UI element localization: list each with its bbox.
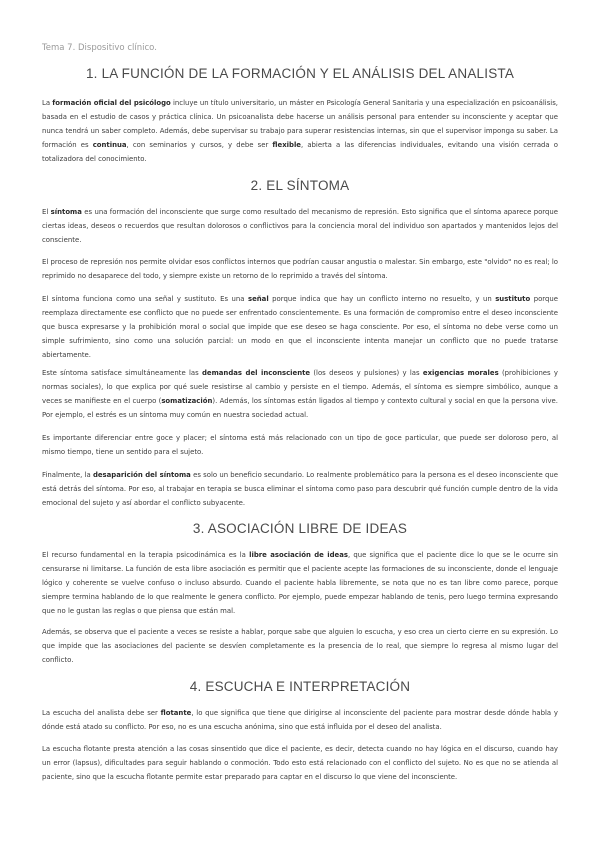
- section-3-paragraph-1: [42, 549, 558, 619]
- section-4-title: 4. ESCUCHA E INTERPRETACIÓN: [189, 679, 411, 694]
- bold-term: síntoma: [50, 208, 82, 216]
- section-2-paragraph-4: [42, 367, 558, 423]
- bold-term: continua: [92, 140, 127, 149]
- bold-term: flotante: [160, 709, 192, 717]
- section-2-paragraph-2: [42, 256, 558, 284]
- text-run: El recurso fundamental en la terapia psicodinámica es la: [42, 551, 250, 559]
- section-4-paragraph-1: [42, 707, 558, 735]
- bold-term: flexible: [272, 140, 301, 149]
- page-header: Tema 7. Dispositivo clínico.: [42, 43, 157, 53]
- text-run: (los deseos y pulsiones) y las: [310, 369, 423, 377]
- text-run: La: [42, 99, 53, 107]
- section-2-paragraph-1: [42, 206, 558, 248]
- bold-term: demandas del inconsciente: [202, 369, 311, 377]
- section-1-title: 1. LA FUNCIÓN DE LA FORMACIÓN Y EL ANÁLISIS DEL ANALISTA: [85, 66, 515, 81]
- text-run: (prohibiciones y normas sociales), lo que explica por qué suele resistirse al cambio y persiste en el tiempo. Además, el síntoma es siempre simbólico, aunque a veces se manifieste en el cuerpo (: [42, 369, 559, 405]
- bold-term: sustituto: [495, 295, 531, 303]
- text-run: incluye un título universitario, un máster en Psicología General Sanitaria y una especialización en psicoanálisis, basada en el estudio de casos y práctica clínica. Un psicoanalista debe hacerse un análisis personal para entender su inconsciente y aceptar que nunca tendrá un saber completo. Además, debe supervisar su trabajo para superar resistencias internas, sin que el supervisor imponga su saber. La formación es: [42, 99, 558, 149]
- text-run: es una formación del inconsciente que surge como resultado del mecanismo de represión. Esto significa que el síntoma aparece porque ciertas ideas, deseos o recuerdos que resultan dolorosos o conflictivos para la conciencia moral del individuo son apartados y mantenidos lejos del consciente.: [42, 208, 558, 244]
- text-run: , abierta a las diferencias individuales, evitando una visión cerrada o totalizadora del conocimiento.: [42, 140, 558, 163]
- text-run: , con seminarios y cursos, y debe ser: [126, 140, 273, 149]
- text-run: La escucha del analista debe ser: [42, 709, 161, 717]
- section-4-paragraph-2: [42, 743, 558, 785]
- bold-term: somatización: [161, 396, 213, 405]
- bold-term: señal: [247, 295, 269, 303]
- section-3-paragraph-2: [42, 626, 558, 668]
- text-run: , lo que significa que tiene que dirigirse al inconsciente del paciente para mostrar desde dónde habla y dónde está atado su conflicto. Por eso, no es una escucha anónima, sino que está influida por el deseo del analista.: [42, 709, 558, 731]
- text-run: El síntoma funciona como una señal y sustituto. Es una: [42, 295, 248, 303]
- text-run: es solo un beneficio secundario. Lo realmente problemático para la persona es el deseo inconsciente que está detrás del síntoma. Por eso, al trabajar en terapia se busca eliminar el síntoma como paso para descubrir qué función cumple dentro de la vida emocional del sujeto y así abordar el conflicto subyacente.: [42, 471, 559, 507]
- text-run: La escucha flotante presta atención a las cosas sinsentido que dice el paciente, es decir, detecta cuando no hay lógica en el discurso, cuando hay un error (lapsus), dificultades para seguir hablando o conmoción. Todo esto está relacionado con el conflicto del sujeto. No es que no se atienda al paciente, sino que la escucha flotante permite estar preparado para captar en el discurso lo que viene del inconsciente.: [42, 745, 558, 781]
- section-2-paragraph-6: [42, 469, 558, 511]
- text-run: El: [42, 208, 51, 216]
- section-2-title: 2. EL SÍNTOMA: [250, 178, 350, 193]
- section-2-paragraph-3: [42, 293, 558, 363]
- bold-term: libre asociación de ideas: [249, 551, 348, 559]
- text-run: Finalmente, la: [42, 471, 93, 479]
- text-run: ). Además, los síntomas están ligados al tiempo y contexto cultural y social en que la persona vive. Por ejemplo, el estrés es un síntoma muy común en nuestra sociedad actual.: [42, 396, 558, 419]
- text-run: , que significa que el paciente dice lo que se le ocurre sin censurarse ni limitarse. La función de esta libre asociación es permitir que el paciente acepte las formaciones de su inconsciente, donde el lenguaje lógico y coherente se vuelve confuso o incluso absurdo. Cuando el paciente habla libremente, se nota que no es tan libre como parece, porque siempre termina hablando de lo que realmente le genera conflicto. Por ejemplo, puede empezar hablando de tenis, pero luego termina expresando que no le gustan las reglas o que piensa que están mal.: [42, 551, 559, 615]
- text-run: Este síntoma satisface simultáneamente las: [42, 369, 202, 377]
- text-run: Es importante diferenciar entre goce y placer; el síntoma está más relacionado con un tipo de goce particular, que puede ser doloroso pero, al mismo tiempo, tiene un sentido para el sujeto.: [42, 434, 558, 456]
- bold-term: formación oficial del psicólogo: [52, 99, 171, 107]
- section-1-paragraph-1: [42, 97, 558, 167]
- text-run: porque reemplaza directamente ese conflicto que no puede ser enfrentado conscientemente. Es una formación de compromiso entre el deseo inconsciente que busca expresarse y la prohibición moral o social que impide que ese deseo se haga consciente. Por eso, el síntoma no debe verse como un simple sufrimiento, sino como una solución parcial: un modo en que el inconsciente intenta manejar un conflicto que no puede tratarse abiertamente.: [42, 295, 558, 359]
- section-2-paragraph-5: [42, 432, 558, 460]
- text-run: porque indica que hay un conflicto interno no resuelto, y un: [268, 295, 496, 303]
- text-run: El proceso de represión nos permite olvidar esos conflictos internos que podrían causar angustia o malestar. Sin embargo, este "olvido" no es real; lo reprimido no desaparece del todo, y siempre existe un retorno de lo reprimido a través del síntoma.: [42, 258, 558, 280]
- section-3-title: 3. ASOCIACIÓN LIBRE DE IDEAS: [192, 521, 408, 536]
- bold-term: desaparición del síntoma: [92, 471, 191, 479]
- text-run: Además, se observa que el paciente a veces se resiste a hablar, porque sabe que alguien lo escucha, y eso crea un cierto cierre en su expresión. Lo que impide que las asociaciones del paciente se desvíen completamente es la presencia de lo real, que siempre lo regresa al mismo lugar del conflicto.: [42, 628, 558, 664]
- bold-term: exigencias morales: [422, 369, 499, 377]
